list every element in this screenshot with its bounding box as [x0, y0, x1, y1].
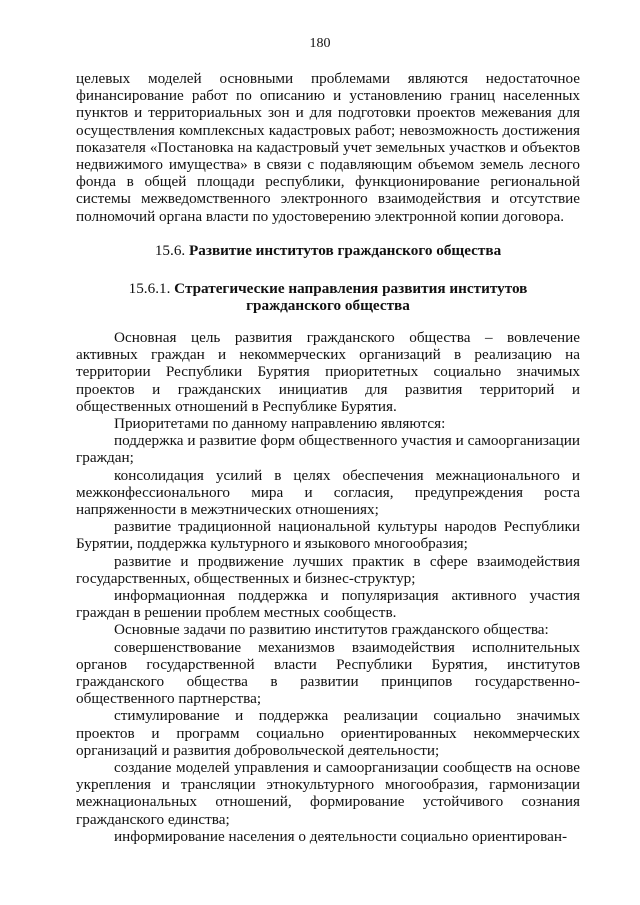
- subsection-title-line2: гражданского общества: [246, 297, 410, 315]
- subsection-number: 15.6.1.: [128, 280, 171, 297]
- paragraph: создание моделей управления и самоорганизации сообществ на основе укрепления и трансляции этнокультурного многообразия, гармонизации межнациональных отношений, формирование устойчивого сознания гражданского единства;: [76, 759, 580, 828]
- section-number: 15.6.: [154, 242, 186, 259]
- section-title: Развитие институтов гражданского общества: [189, 242, 502, 259]
- subsection-title-line1: Стратегические направления развития институтов: [174, 280, 528, 297]
- paragraph: консолидация усилий в целях обеспечения межнационального и межконфессионального мира и согласия, предупреждения роста напряженности в межэтнических отношениях;: [76, 466, 580, 519]
- subsection-heading: [76, 280, 580, 314]
- intro-block: [76, 70, 580, 225]
- paragraph: совершенствование механизмов взаимодействия исполнительных органов государственной власти Республики Бурятия, институтов гражданского общества в развитии принципов государственно-общественного партнерства;: [76, 638, 580, 708]
- paragraph: информационная поддержка и популяризация активного участия граждан в решении проблем местных сообществ.: [76, 587, 580, 622]
- paragraph: поддержка и развитие форм общественного участия и самоорганизации граждан;: [76, 432, 580, 467]
- paragraph: стимулирование и поддержка реализации социально значимых проектов и программ социально ориентированных некоммерческих организаций и развития добровольческой деятельности;: [76, 707, 580, 759]
- paragraph: Основная цель развития гражданского общества – вовлечение активных граждан и некоммерческих организаций в реализацию на территории Республики Бурятия приоритетных социально значимых проектов и гражданских инициатив для развития территорий и общественных отношений в Республике Бурятия.: [76, 329, 580, 415]
- page-number: 180: [309, 36, 331, 51]
- paragraph: Основные задачи по развитию институтов гражданского общества:: [114, 621, 549, 639]
- main-text-block: [76, 329, 580, 845]
- paragraph: развитие и продвижение лучших практик в сфере взаимодействия государственных, общественных и бизнес-структур;: [76, 552, 580, 587]
- paragraph: Приоритетами по данному направлению являются:: [114, 415, 446, 433]
- paragraph: развитие традиционной национальной культуры народов Республики Бурятии, поддержка культурного и языкового многообразия;: [76, 518, 580, 553]
- intro-paragraph: целевых моделей основными проблемами являются недостаточное финансирование работ по описанию и установлению границ населенных пунктов и территориальных зон и для подготовки проектов межевания для осуществления комплексных кадастровых работ; невозможность достижения показателя «Постановка на кадастровый учет земельных участков и объектов недвижимого имущества» в связи с подавляющим объемом земель лесного фонда в общей площади республики, функционирование региональной системы межведомственного электронного взаимодействия и отсутствие полномочий органа власти по удостоверению электронной копии договора.: [76, 70, 580, 225]
- paragraph: информирование населения о деятельности социально ориентирован-: [114, 827, 568, 845]
- section-heading: [76, 242, 580, 259]
